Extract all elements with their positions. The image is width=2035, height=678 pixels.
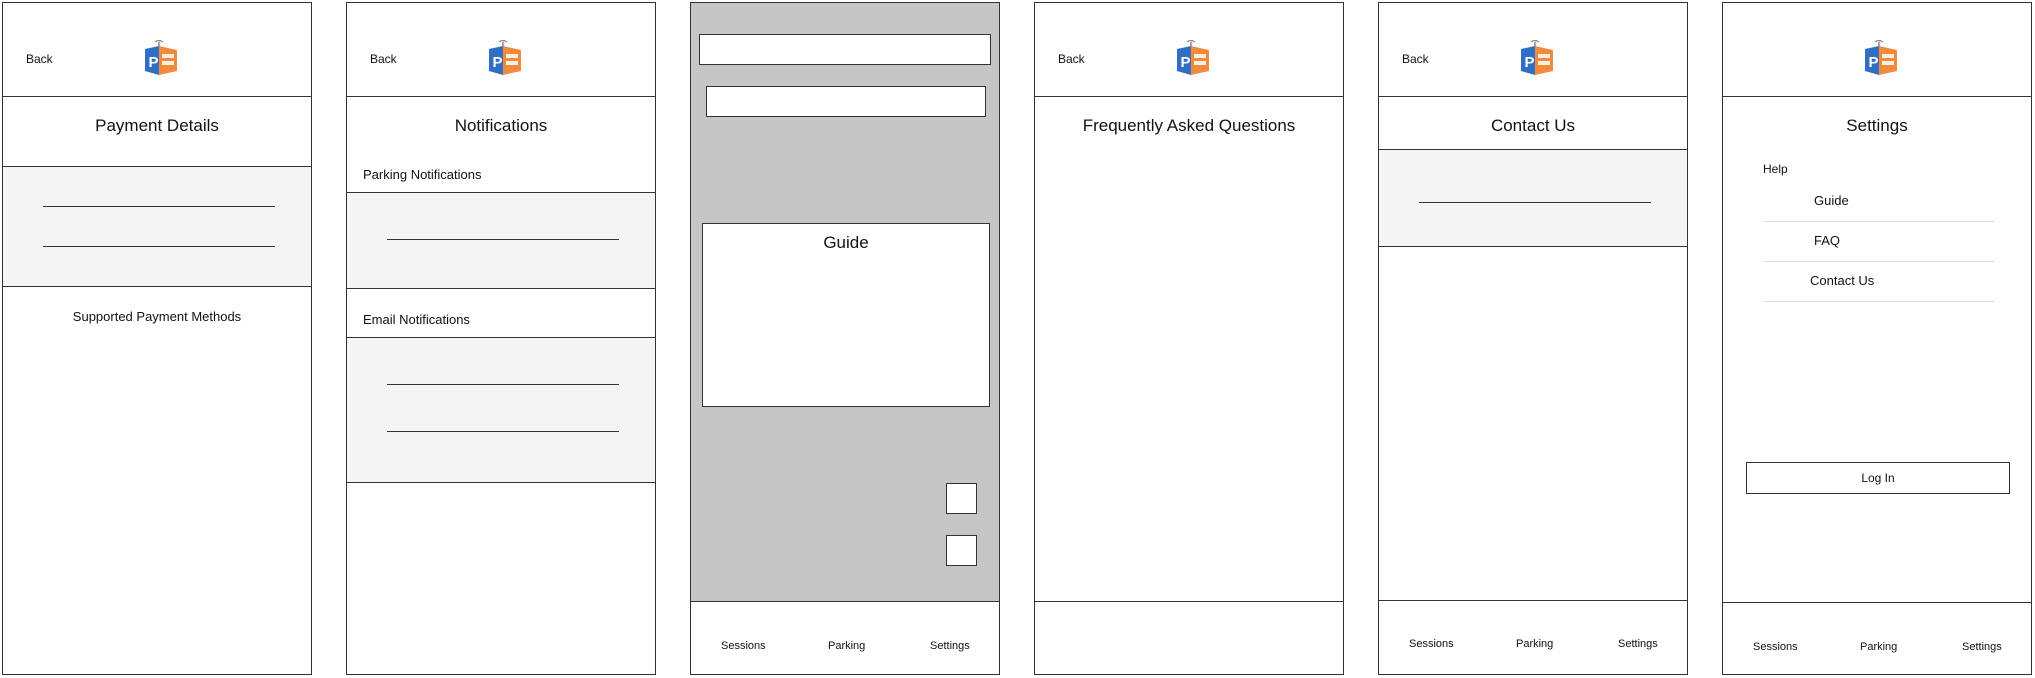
parking-logo-icon <box>486 39 524 77</box>
svg-text:P: P <box>148 54 159 71</box>
menu-item-contact-us[interactable]: Contact Us <box>1810 273 1875 288</box>
back-button[interactable]: Back <box>370 52 397 66</box>
card-number-field[interactable] <box>43 206 275 207</box>
svg-text:P: P <box>1524 54 1535 71</box>
contact-screen <box>1378 2 1688 675</box>
card-details-section <box>3 166 311 287</box>
guide-dialog <box>702 223 990 407</box>
bottom-nav <box>1723 602 2031 674</box>
header <box>347 3 655 97</box>
bottom-nav <box>691 601 999 674</box>
help-section-label: Help <box>1763 162 1788 176</box>
parking-logo-icon <box>1174 39 1212 77</box>
parking-logo-icon <box>142 39 180 77</box>
contact-field[interactable] <box>1419 202 1651 203</box>
parking-notifications-label: Parking Notifications <box>363 167 482 182</box>
header <box>1035 3 1343 97</box>
nav-settings[interactable]: Settings <box>1618 638 1658 650</box>
email-notification-option[interactable] <box>387 431 619 432</box>
menu-item-guide[interactable]: Guide <box>1814 193 1849 208</box>
divider <box>1763 261 1995 262</box>
nav-parking[interactable]: Parking <box>828 640 866 652</box>
nav-parking[interactable]: Parking <box>1860 641 1898 653</box>
map-control-button[interactable] <box>946 535 977 566</box>
contact-section <box>1379 149 1687 247</box>
parking-logo-icon <box>1862 39 1900 77</box>
email-notification-option[interactable] <box>387 384 619 385</box>
nav-sessions[interactable]: Sessions <box>1409 638 1454 650</box>
payment-details-screen <box>2 2 312 675</box>
email-notifications-section <box>347 337 655 483</box>
supported-methods-label: Supported Payment Methods <box>72 309 242 324</box>
email-notifications-label: Email Notifications <box>363 312 470 327</box>
card-expiry-field[interactable] <box>43 246 275 247</box>
nav-sessions[interactable]: Sessions <box>721 640 766 652</box>
divider <box>1763 301 1995 302</box>
page-title: Settings <box>1846 116 1908 135</box>
page-title: Contact Us <box>1490 116 1576 135</box>
back-button[interactable]: Back <box>26 52 53 66</box>
header <box>1723 3 2031 97</box>
search-bar[interactable] <box>699 34 991 65</box>
map-control-button[interactable] <box>946 483 977 514</box>
guide-screen <box>690 2 1000 675</box>
settings-screen <box>1722 2 2032 675</box>
page-title: Notifications <box>454 116 548 135</box>
menu-item-faq[interactable]: FAQ <box>1814 233 1841 248</box>
header <box>3 3 311 97</box>
header <box>1379 3 1687 97</box>
divider <box>1763 221 1995 222</box>
nav-sessions[interactable]: Sessions <box>1753 641 1798 653</box>
address-bar[interactable] <box>706 86 986 117</box>
svg-text:P: P <box>1868 54 1879 71</box>
page-title: Payment Details <box>95 116 219 135</box>
parking-notification-option[interactable] <box>387 239 619 240</box>
nav-settings[interactable]: Settings <box>930 640 970 652</box>
svg-text:P: P <box>1180 54 1191 71</box>
notifications-screen <box>346 2 656 675</box>
page-title: Frequently Asked Questions <box>1082 116 1296 135</box>
bottom-nav <box>1035 601 1343 674</box>
nav-settings[interactable]: Settings <box>1962 641 2002 653</box>
back-button[interactable]: Back <box>1402 52 1429 66</box>
guide-title: Guide <box>823 233 869 252</box>
bottom-nav <box>1379 600 1687 674</box>
svg-text:P: P <box>492 54 503 71</box>
faq-screen <box>1034 2 1344 675</box>
nav-parking[interactable]: Parking <box>1516 638 1554 650</box>
parking-notifications-section <box>347 192 655 289</box>
back-button[interactable]: Back <box>1058 52 1085 66</box>
login-button[interactable]: Log In <box>1746 462 2010 494</box>
parking-logo-icon <box>1518 39 1556 77</box>
